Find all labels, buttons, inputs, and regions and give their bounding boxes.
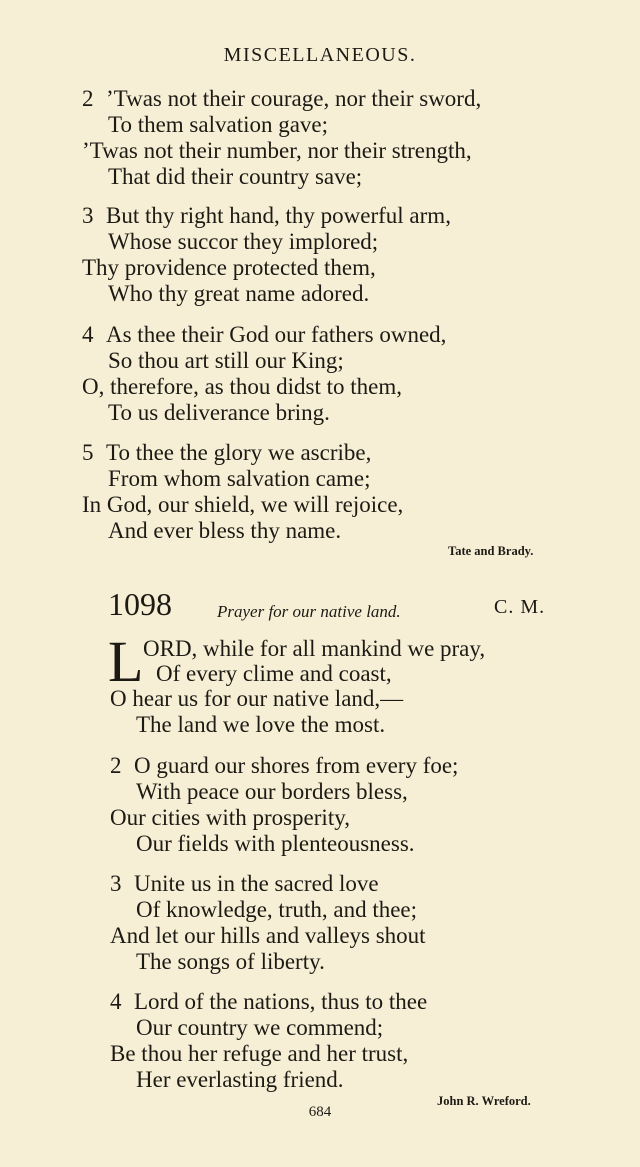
verse-line: ORD, while for all mankind we pray, (143, 636, 486, 661)
verse-line: 4 Lord of the nations, thus to thee (110, 989, 428, 1014)
verse-line: 2 O guard our shores from every foe; (110, 753, 459, 778)
verse-line: 5 To thee the glory we ascribe, (82, 440, 372, 465)
verse-line: Whose succor they implored; (108, 229, 379, 254)
verse-line: The land we love the most. (136, 712, 386, 737)
verse-line: To them salvation gave; (108, 112, 329, 137)
verse-line: Our country we commend; (136, 1015, 384, 1040)
verse-line: Who thy great name adored. (108, 281, 370, 306)
stanza-number: 3 (82, 203, 94, 228)
verse-line: Thy providence protected them, (82, 255, 376, 280)
verse-line: ’Twas not their number, nor their strength, (82, 138, 472, 163)
verse-line: With peace our borders bless, (136, 779, 408, 804)
verse-line: So thou art still our King; (108, 348, 344, 373)
drop-cap: L (108, 629, 144, 694)
verse-line: To us deliverance bring. (108, 400, 330, 425)
hymn-title: Prayer for our native land. (217, 602, 401, 621)
verse-line: Of every clime and coast, (156, 661, 392, 686)
verse-line: The songs of liberty. (136, 949, 325, 974)
verse-line: 3 But thy right hand, thy powerful arm, (82, 203, 451, 228)
verse-line: O hear us for our native land,— (110, 686, 404, 711)
verse-line: That did their country save; (108, 164, 363, 189)
hymn-meter: C. M. (494, 596, 546, 618)
page-header: MISCELLANEOUS. (223, 44, 417, 66)
stanza-number: 4 (110, 989, 122, 1014)
stanza-number: 2 (82, 86, 94, 111)
verse-line: 4 As thee their God our fathers owned, (82, 322, 447, 347)
verse-line: Of knowledge, truth, and thee; (136, 897, 418, 922)
verse-line: Her everlasting friend. (136, 1067, 344, 1092)
attribution: John R. Wreford. (437, 1094, 531, 1108)
hymn-number: 1098 (108, 586, 172, 622)
page-number: 684 (308, 1104, 332, 1120)
verse-line: From whom salvation came; (108, 466, 371, 491)
verse-line: And ever bless thy name. (108, 518, 342, 543)
stanza-number: 4 (82, 322, 94, 347)
verse-line: 3 Unite us in the sacred love (110, 871, 379, 896)
verse-line: O, therefore, as thou didst to them, (82, 374, 403, 399)
stanza-number: 2 (110, 753, 122, 778)
verse-line: Our cities with prosperity, (110, 805, 350, 830)
verse-line: In God, our shield, we will rejoice, (82, 492, 404, 517)
verse-line: 2 ’Twas not their courage, nor their sword, (82, 86, 482, 111)
stanza-number: 3 (110, 871, 122, 896)
verse-line: Our fields with plenteousness. (136, 831, 415, 856)
attribution: Tate and Brady. (448, 544, 534, 558)
verse-line: And let our hills and valleys shout (110, 923, 426, 948)
stanza-number: 5 (82, 440, 94, 465)
verse-line: Be thou her refuge and her trust, (110, 1041, 409, 1066)
